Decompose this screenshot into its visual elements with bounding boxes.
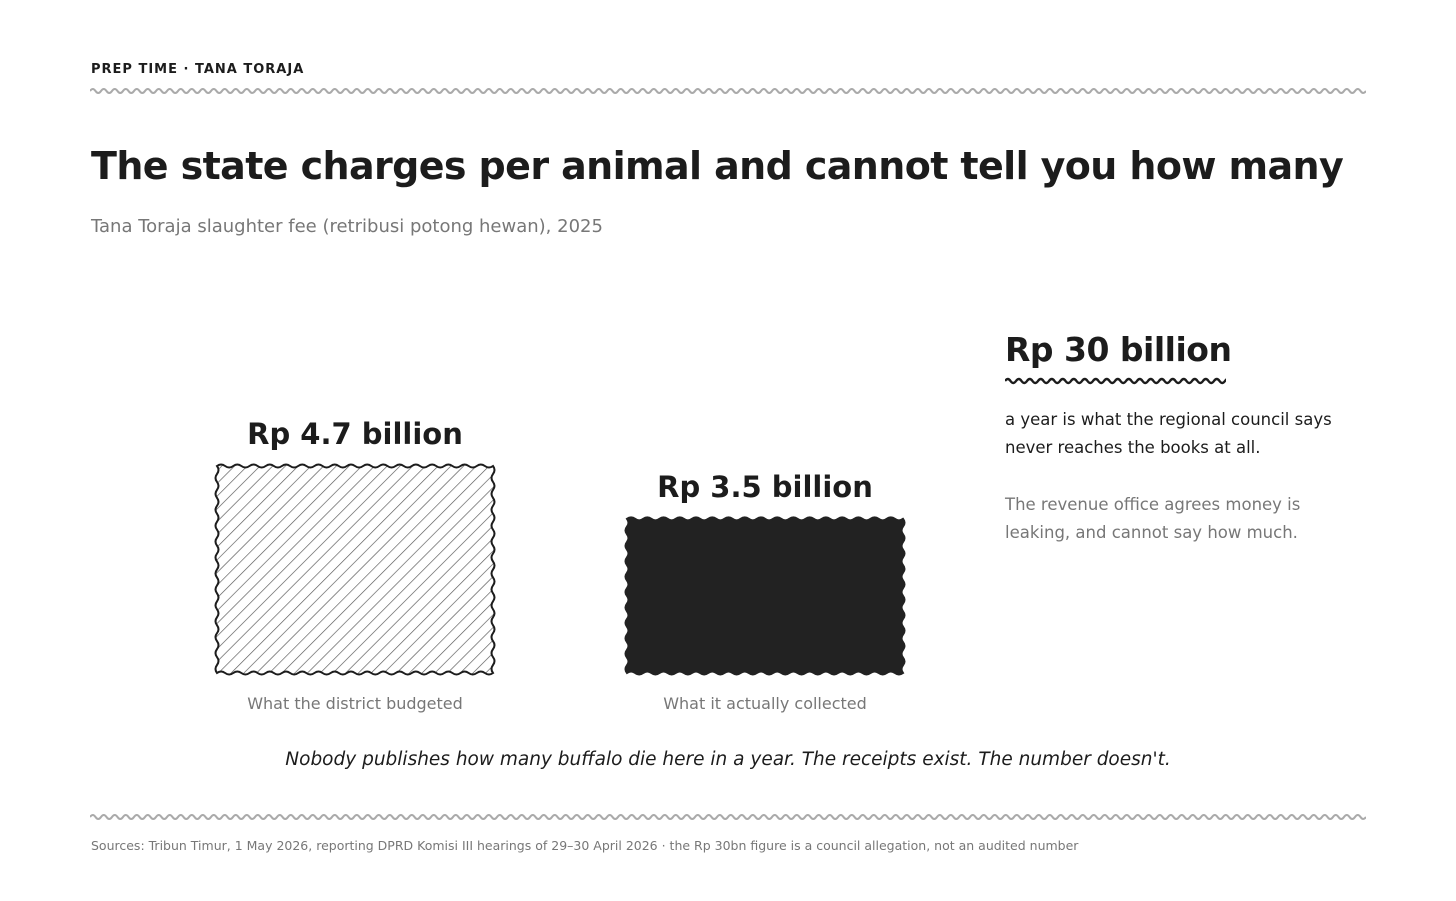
- callout-underline: [1005, 376, 1226, 386]
- callout-primary-text: a year is what the regional council says never reaches the books at all.: [1005, 410, 1332, 457]
- sources-note: Sources: Tribun Timur, 1 May 2026, reporting DPRD Komisi III hearings of 29–30 April 2026 · the Rp 30bn figure is a council allegation, not an audited number: [91, 838, 1079, 853]
- kicker: PREP TIME · TANA TORAJA: [91, 62, 305, 77]
- page-subtitle: Tana Toraja slaughter fee (retribusi potong hewan), 2025: [91, 216, 603, 237]
- bar-category-label-2: What it actually collected: [663, 694, 867, 713]
- page-title: The state charges per animal and cannot tell you how many: [91, 144, 1344, 188]
- bar-2: [626, 517, 905, 674]
- callout-secondary-text: The revenue office agrees money is leaking, and cannot say how much.: [1005, 495, 1301, 542]
- bar-category-label-1: What the district budgeted: [247, 694, 463, 713]
- callout-big-number: Rp 30 billion: [1005, 330, 1232, 369]
- bar-1: [216, 465, 495, 675]
- footnote: Nobody publishes how many buffalo die here in a year. The receipts exist. The number doesn't.: [285, 749, 1171, 770]
- bottom-divider: [90, 812, 1366, 822]
- bar-value-label-2: Rp 3.5 billion: [657, 469, 873, 504]
- bar-value-label-1: Rp 4.7 billion: [247, 417, 463, 451]
